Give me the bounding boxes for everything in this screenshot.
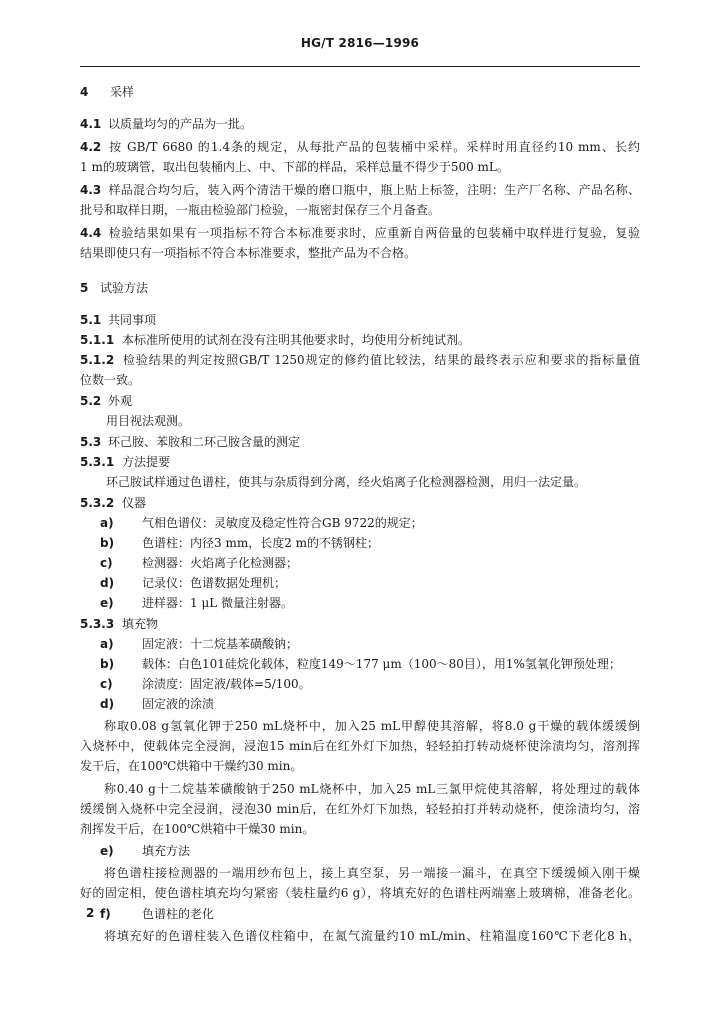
document-header: HG/T 2816—1996 bbox=[300, 36, 420, 50]
clause-number: 5.1.2 bbox=[80, 353, 115, 367]
clause-line bbox=[80, 312, 156, 328]
list-item-text: 固定液：十二烷基苯磺酸钠； bbox=[142, 637, 299, 651]
clause-number: 4.3 bbox=[80, 183, 102, 197]
clause-number: 5.3 bbox=[80, 435, 102, 449]
clause-line bbox=[80, 116, 252, 132]
clause-line bbox=[80, 182, 640, 198]
clause-text: 填充物 bbox=[122, 617, 159, 631]
clause-number: 5.2 bbox=[80, 394, 102, 408]
clause-text: 检验结果如果有一项指标不符合本标准要求时，应重新自两倍量的包装桶中取样进行复验，复验 bbox=[108, 226, 640, 240]
paragraph-line: 将色谱柱接检测器的一端用纱布包上，接上真空泵，另一端接一漏斗，在真空下缓缓倾入刚干燥 bbox=[104, 866, 640, 880]
header-rule bbox=[80, 66, 640, 67]
section-heading bbox=[80, 280, 148, 296]
list-item-text: 涂渍度：固定液/载体=5/100。 bbox=[142, 677, 311, 691]
list-item-text: 色谱柱的老化 bbox=[142, 907, 215, 921]
paragraph-line: 环己胺试样通过色谱柱，使其与杂质得到分离，经火焰离子化检测器检测，用归一法定量。 bbox=[106, 475, 587, 489]
list-item-text: 气相色谱仪：灵敏度及稳定性符合GB 9722的规定； bbox=[142, 516, 423, 530]
clause-line bbox=[80, 332, 470, 348]
clause-number: 5.1 bbox=[80, 313, 102, 327]
list-marker: b) bbox=[100, 536, 115, 550]
paragraph-line: 1 m的玻璃管，取出包装桶内上、中、下部的样品，采样总量不得少于500 mL。 bbox=[80, 160, 509, 174]
list-item-text: 检测器：火焰离子化检测器； bbox=[142, 556, 299, 570]
clause-text: 方法提要 bbox=[122, 455, 171, 469]
list-marker: b) bbox=[100, 657, 115, 671]
list-item-text: 色谱柱：内径3 mm，长度2 m的不锈钢柱； bbox=[142, 536, 380, 550]
clause-line bbox=[80, 495, 146, 511]
paragraph-line: 缓缓倒入烧杯中完全浸润，浸泡30 min后，在红外灯下加热，轻轻拍打并转动烧杯，使涂渍均匀，溶 bbox=[80, 802, 640, 816]
list-item bbox=[100, 515, 423, 531]
paragraph-line: 批号和取样日期，一瓶由检验部门检验，一瓶密封保存三个月备查。 bbox=[80, 203, 441, 217]
paragraph-line: 好的固定相，使色谱柱填充均匀紧密（装柱量约6 g），将填充好的色谱柱两端塞上玻璃棉，准备老化。 bbox=[80, 886, 640, 900]
paragraph-line: 称取0.08 g氢氧化钾于250 mL烧杯中，加入25 mL甲醇使其溶解，将8.0 g干燥的载体缓缓倒 bbox=[104, 719, 640, 733]
section-title: 采样 bbox=[110, 85, 135, 99]
section-heading bbox=[80, 84, 134, 100]
list-item bbox=[100, 575, 286, 591]
list-marker: e) bbox=[100, 596, 114, 610]
list-marker: c) bbox=[100, 677, 113, 691]
section-title: 试验方法 bbox=[100, 281, 149, 295]
list-marker: f) bbox=[100, 907, 111, 921]
section-number: 5 bbox=[80, 281, 89, 295]
clause-number: 4.1 bbox=[80, 117, 102, 131]
list-item-text: 进样器：1 μL 微量注射器。 bbox=[142, 596, 294, 610]
list-marker: c) bbox=[100, 556, 113, 570]
list-item bbox=[100, 555, 298, 571]
paragraph-line: 用目视法观测。 bbox=[106, 414, 191, 428]
clause-line bbox=[80, 139, 640, 155]
list-item bbox=[100, 843, 190, 859]
list-marker: a) bbox=[100, 637, 114, 651]
clause-number: 5.3.3 bbox=[80, 617, 115, 631]
paragraph-line: 剂挥发干后，在100℃烘箱中干燥30 min。 bbox=[80, 822, 315, 836]
paragraph-line: 位数一致。 bbox=[80, 373, 141, 387]
list-item bbox=[100, 696, 214, 712]
list-item bbox=[100, 656, 621, 672]
page-number: 2 bbox=[86, 906, 95, 920]
list-item bbox=[100, 595, 293, 611]
list-item-text: 填充方法 bbox=[142, 844, 191, 858]
list-item bbox=[100, 906, 214, 922]
section-number: 4 bbox=[80, 85, 89, 99]
list-item-text: 固定液的涂渍 bbox=[142, 697, 215, 711]
list-marker: a) bbox=[100, 516, 114, 530]
clause-line bbox=[80, 434, 300, 450]
clause-line bbox=[80, 352, 640, 368]
clause-text: 仪器 bbox=[122, 496, 147, 510]
list-item bbox=[100, 535, 379, 551]
paragraph-line: 入烧杯中，使载体完全浸润，浸泡15 min后在红外灯下加热，轻轻拍打转动烧杯使涂渍均匀，溶剂挥 bbox=[80, 739, 640, 753]
list-item-text: 载体：白色101硅烷化载体，粒度149～177 μm（100～80目），用1%氢氧化钾预处理； bbox=[142, 657, 621, 671]
clause-text: 检验结果的判定按照GB/T 1250规定的修约值比较法，结果的最终表示应和要求的指标量值 bbox=[122, 353, 640, 367]
clause-number: 5.3.2 bbox=[80, 496, 115, 510]
clause-number: 5.1.1 bbox=[80, 333, 115, 347]
clause-text: 外观 bbox=[108, 394, 133, 408]
clause-number: 5.3.1 bbox=[80, 455, 115, 469]
clause-number: 4.4 bbox=[80, 226, 102, 240]
list-item bbox=[100, 636, 298, 652]
clause-text: 以质量均匀的产品为一批。 bbox=[108, 117, 253, 131]
clause-text: 样品混合均匀后，装入两个清洁干燥的磨口瓶中，瓶上贴上标签，注明：生产厂名称、产品名称、 bbox=[108, 183, 640, 197]
paragraph-line: 发干后，在100℃烘箱中干燥约30 min。 bbox=[80, 759, 303, 773]
paragraph-line: 称0.40 g十二烷基苯磺酸钠于250 mL烧杯中，加入25 mL三氯甲烷使其溶解，将处理过的载体 bbox=[104, 782, 640, 796]
clause-line bbox=[80, 225, 640, 241]
clause-line bbox=[80, 454, 170, 470]
list-item bbox=[100, 676, 311, 692]
paragraph-line: 结果即使只有一项指标不符合本标准要求，整批产品为不合格。 bbox=[80, 246, 417, 260]
list-marker: e) bbox=[100, 844, 114, 858]
paragraph-line: 将填充好的色谱柱装入色谱仪柱箱中，在氮气流量约10 mL/min、柱箱温度160℃下老化8 h， bbox=[104, 929, 640, 943]
clause-text: 环己胺、苯胺和二环己胺含量的测定 bbox=[108, 435, 301, 449]
clause-line bbox=[80, 393, 132, 409]
clause-line bbox=[80, 616, 158, 632]
clause-number: 4.2 bbox=[80, 140, 102, 154]
clause-text: 共同事项 bbox=[108, 313, 157, 327]
clause-text: 本标准所使用的试剂在没有注明其他要求时，均使用分析纯试剂。 bbox=[122, 333, 471, 347]
list-item-text: 记录仪：色谱数据处理机； bbox=[142, 576, 287, 590]
list-marker: d) bbox=[100, 697, 115, 711]
clause-text: 按 GB/T 6680 的1.4条的规定，从每批产品的包装桶中采样。采样时用直径约10 mm、长约 bbox=[108, 140, 640, 154]
list-marker: d) bbox=[100, 576, 115, 590]
